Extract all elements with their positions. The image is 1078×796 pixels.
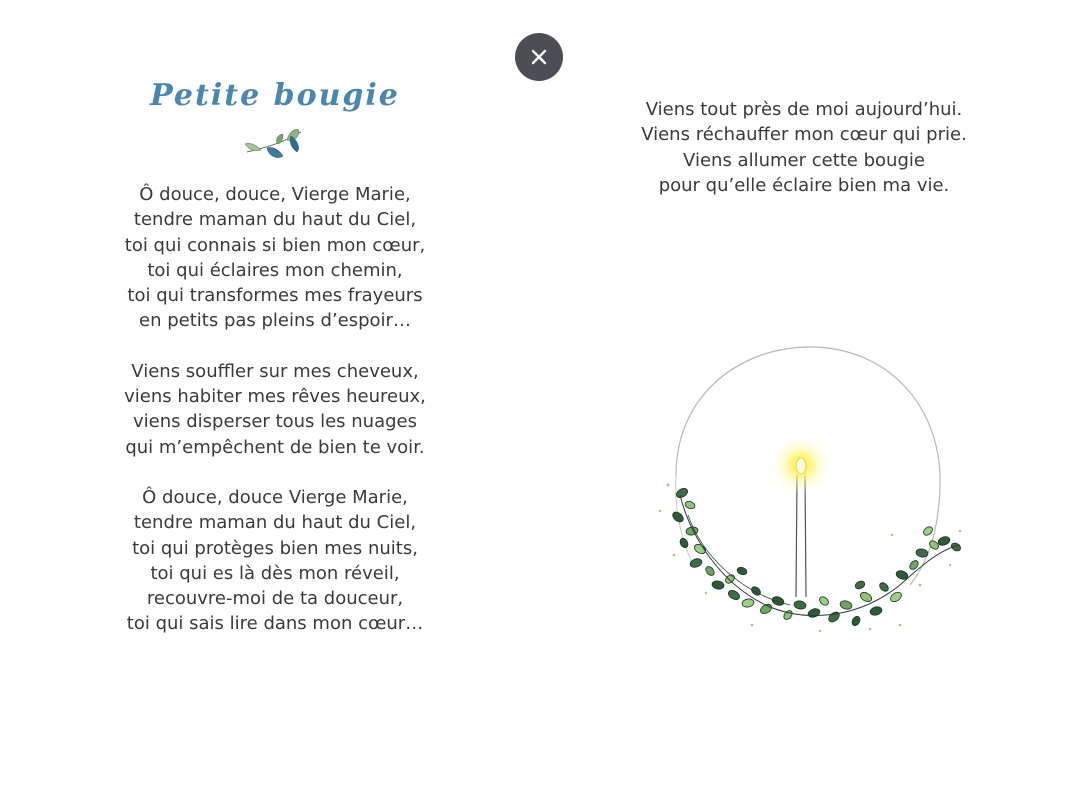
poem-line: toi qui éclaires mon chemin, bbox=[147, 259, 403, 281]
poem-line: Viens réchauffer mon cœur qui prie. bbox=[641, 124, 967, 146]
poem-line: tendre maman du haut du Ciel, bbox=[133, 512, 417, 534]
stanza-1 bbox=[100, 182, 450, 334]
leaf-sprig-icon bbox=[243, 126, 307, 162]
poem-line: toi qui connais si bien mon cœur, bbox=[124, 234, 426, 256]
poem-line: qui m’empêchent de bien te voir. bbox=[125, 436, 425, 458]
poem-line: Viens souffler sur mes cheveux, bbox=[131, 360, 419, 382]
poem-line: Ô douce, douce Vierge Marie, bbox=[142, 486, 408, 508]
poem-line: pour qu’elle éclaire bien ma vie. bbox=[658, 174, 950, 196]
stanza-4 bbox=[604, 97, 1004, 198]
stanza-3 bbox=[100, 485, 450, 637]
stanza-2 bbox=[100, 359, 450, 460]
poem-line: viens disperser tous les nuages bbox=[133, 411, 417, 433]
poem-line: Ô douce, douce, Vierge Marie, bbox=[139, 184, 411, 205]
poem-line: en petits pas pleins d’espoir… bbox=[139, 310, 411, 332]
close-button[interactable] bbox=[515, 33, 563, 81]
poem-line: Viens allumer cette bougie bbox=[683, 149, 925, 171]
poem-line: toi qui protèges bien mes nuits, bbox=[132, 537, 418, 559]
poem-line: toi qui es là dès mon réveil, bbox=[150, 562, 400, 584]
poem-line: recouvre-moi de ta douceur, bbox=[146, 588, 404, 610]
poem-line: toi qui sais lire dans mon cœur… bbox=[126, 613, 424, 635]
poem-title: Petite bougie bbox=[150, 78, 400, 113]
left-page bbox=[100, 72, 450, 637]
poem-line: toi qui transformes mes frayeurs bbox=[127, 285, 423, 307]
poem-line: viens habiter mes rêves heureux, bbox=[124, 386, 426, 408]
poem-line: Viens tout près de moi aujourd’hui. bbox=[645, 99, 963, 120]
poem-line: tendre maman du haut du Ciel, bbox=[133, 209, 417, 231]
close-icon bbox=[530, 48, 548, 66]
candle-wreath-illustration bbox=[630, 335, 975, 650]
right-page-text bbox=[604, 97, 1004, 198]
